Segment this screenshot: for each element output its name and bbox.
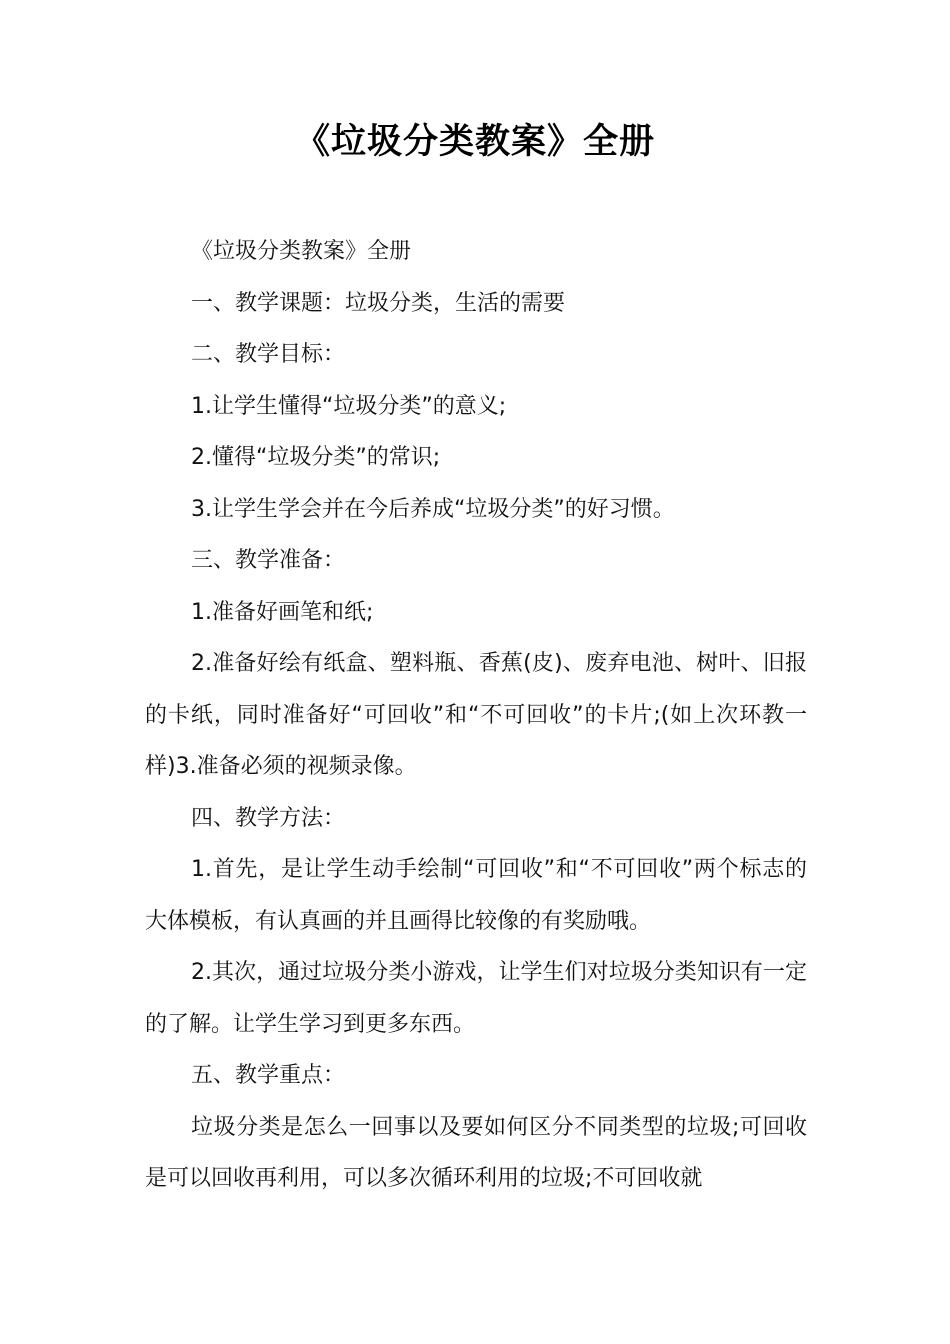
paragraph-section-4: 四、教学方法： bbox=[191, 805, 346, 831]
paragraph-heading-repeat: 《垃圾分类教案》全册 bbox=[191, 239, 412, 264]
paragraph-goal-1: 1.让学生懂得“垃圾分类”的意义; bbox=[191, 393, 507, 419]
paragraph-section-3: 三、教学准备： bbox=[191, 548, 346, 573]
paragraph-goal-3: 3.让学生学会并在今后养成“垃圾分类”的好习惯。 bbox=[191, 496, 675, 522]
paragraph-key-points: 垃圾分类是怎么一回事以及要如何区分不同类型的垃圾;可回收是可以回收再利用，可以多次循环利用的垃圾;不可回收就 bbox=[145, 1114, 807, 1191]
paragraph-method-2: 2.其次，通过垃圾分类小游戏，让学生们对垃圾分类知识有一定的了解。让学生学习到更多东西。 bbox=[145, 960, 807, 1037]
paragraph-goal-2: 2.懂得“垃圾分类”的常识; bbox=[191, 445, 441, 470]
paragraph-prep-2: 2.准备好绘有纸盒、塑料瓶、香蕉(皮)、废弃电池、树叶、旧报的卡纸，同时准备好“可回收”和“不可回收”的卡片;(如上次环教一样)3.准备必须的视频录像。 bbox=[145, 651, 807, 779]
paragraph-method-1: 1.首先，是让学生动手绘制“可回收”和“不可回收”两个标志的大体模板，有认真画的并且画得比较像的有奖励哦。 bbox=[145, 857, 807, 934]
paragraph-section-2: 二、教学目标： bbox=[191, 342, 346, 367]
document-title: 《垃圾分类教案》全册 bbox=[294, 122, 655, 162]
paragraph-prep-1: 1.准备好画笔和纸; bbox=[191, 599, 374, 625]
document-body bbox=[145, 226, 807, 1205]
paragraph-section-1: 一、教学课题：垃圾分类，生活的需要 bbox=[191, 290, 566, 316]
paragraph-section-5: 五、教学重点： bbox=[191, 1063, 346, 1088]
